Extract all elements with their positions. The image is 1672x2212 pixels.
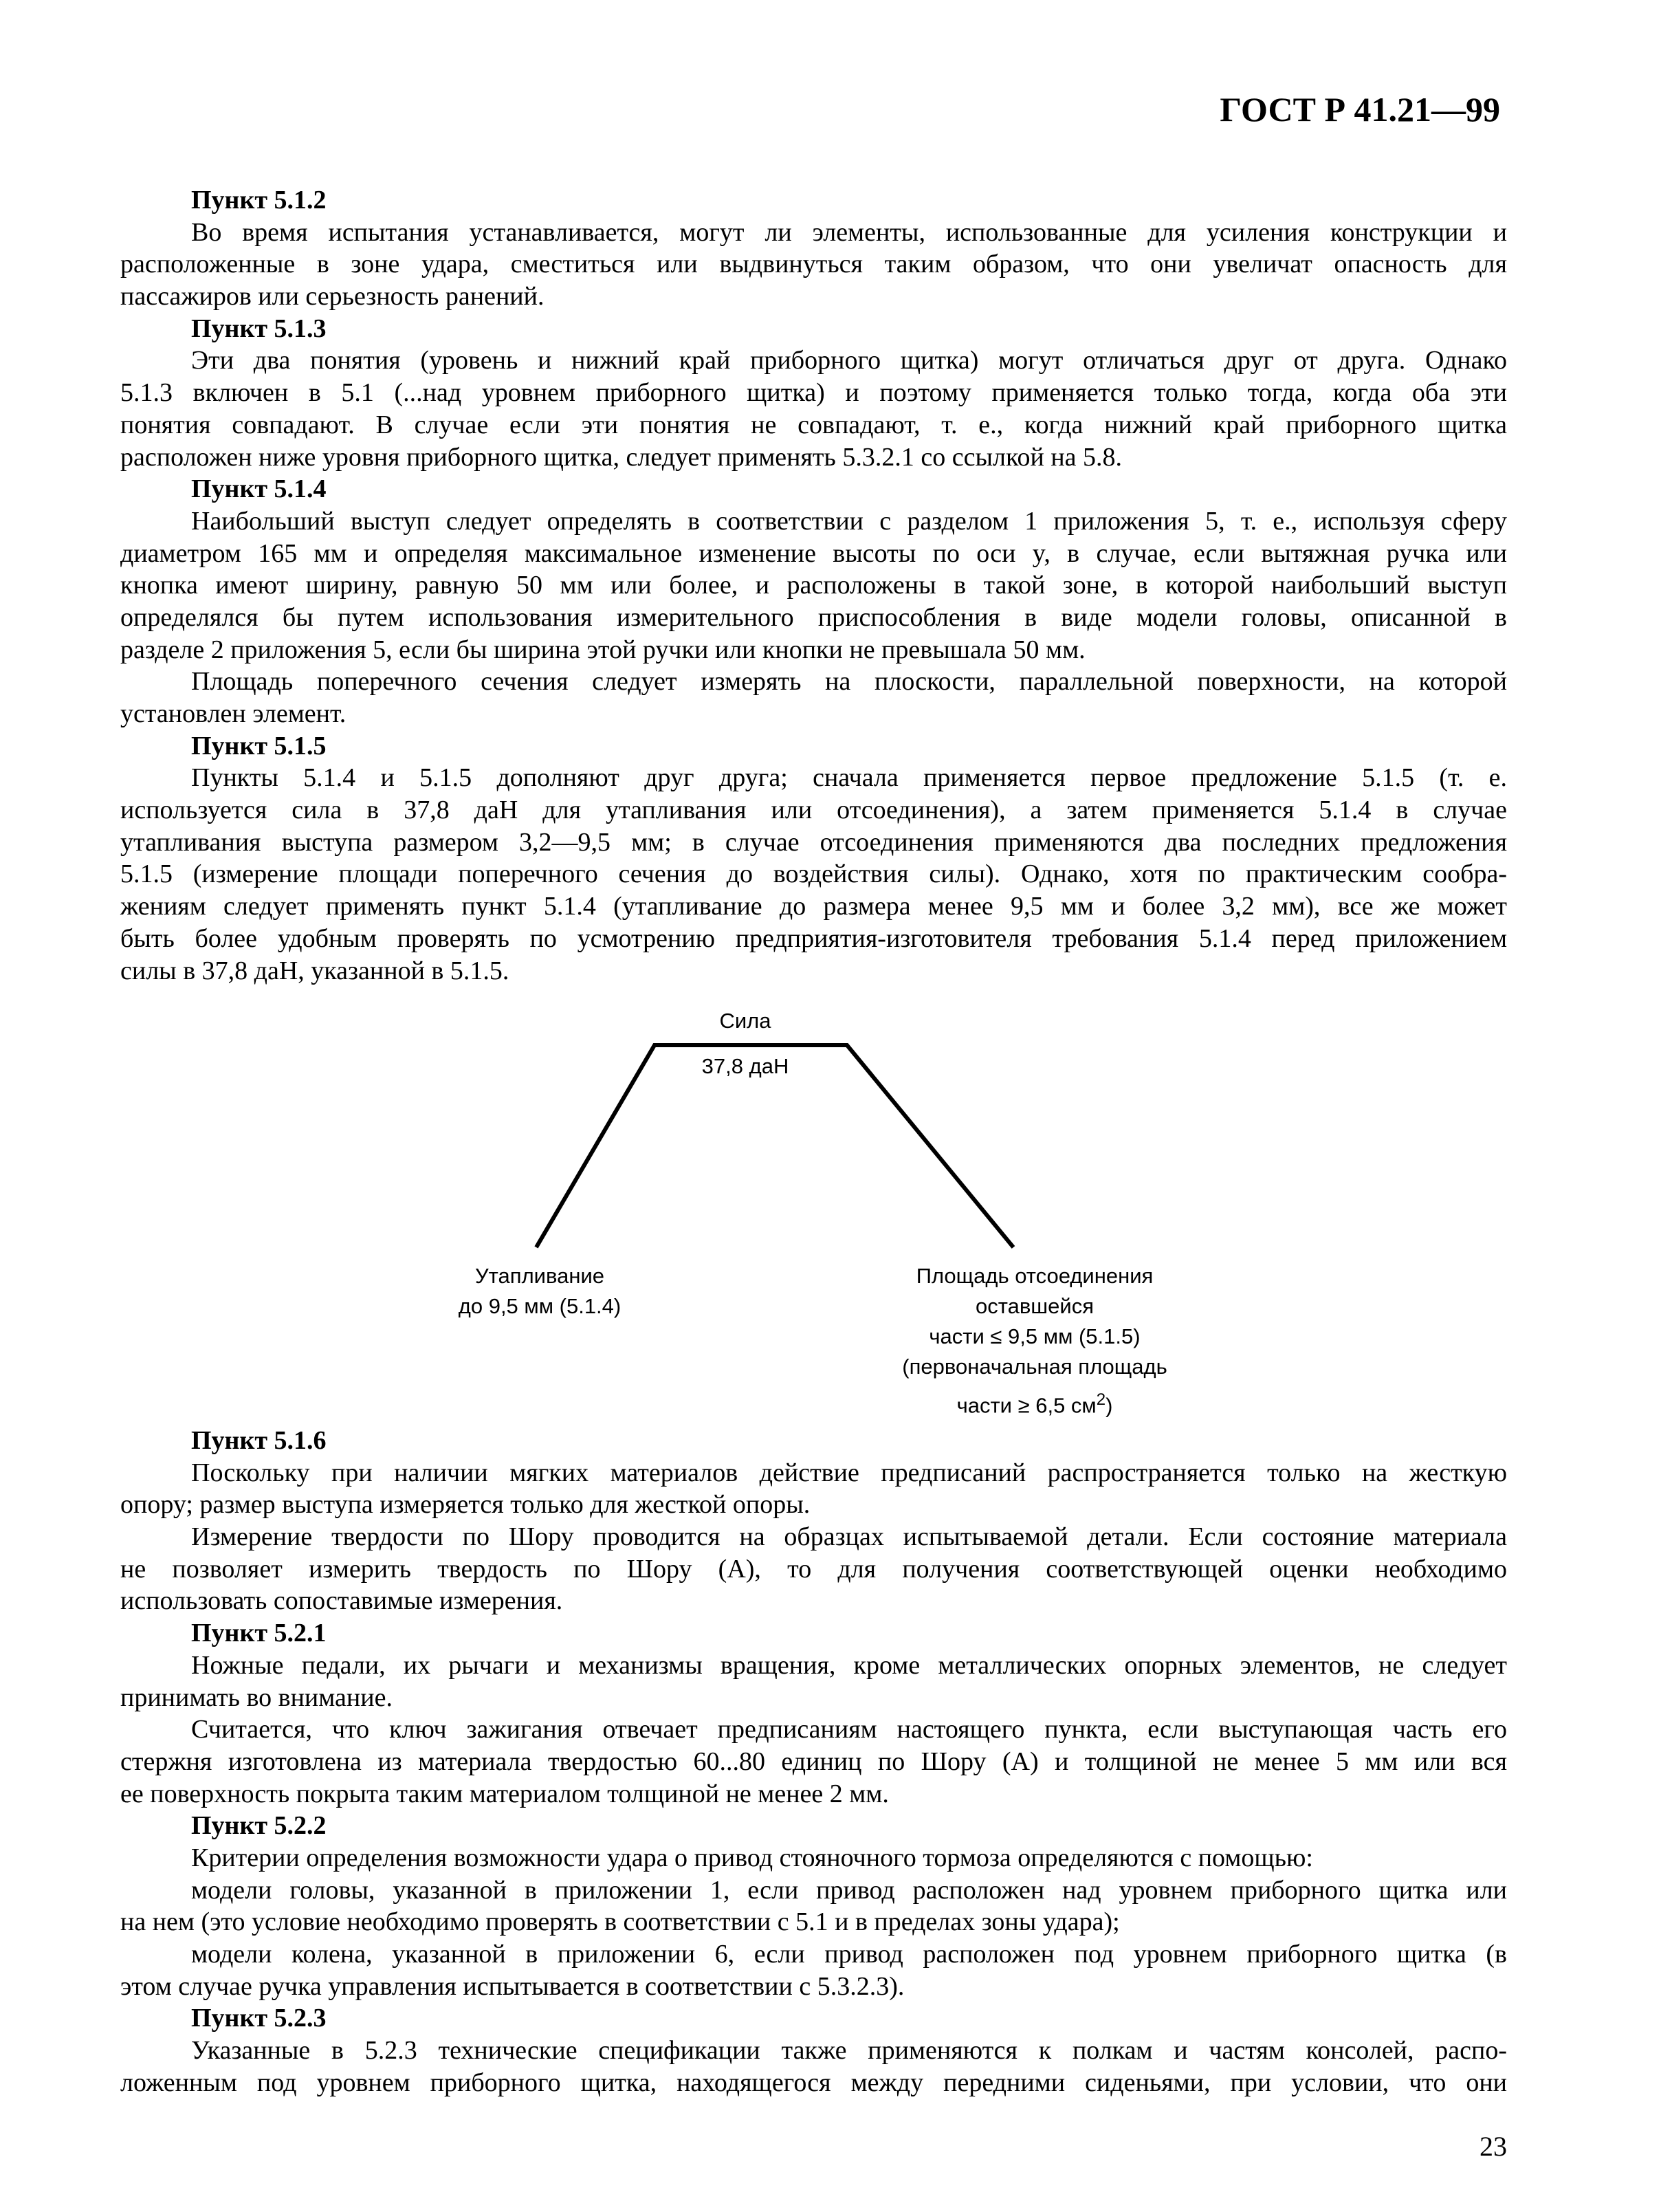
text-line: установлен элемент. [120,699,346,728]
text-section-bottom [120,1425,1507,2099]
text-line: Ножные педали, их рычаги и механизмы вращения, кроме металлических опорных элементов, не следует [191,1650,1507,1680]
text-line: понятия совпадают. В случае если эти понятия не совпадают, т. е., когда нижний край приборного щитка [120,410,1507,439]
left-label-line: до 9,5 мм (5.1.4) [458,1294,622,1318]
text-line: 5.1.3 включен в 5.1 (...над уровнем приборного щитка) и поэтому применяется только тогда, когда оба эти [120,378,1507,408]
section-heading: Пункт 5.1.6 [191,1426,327,1455]
text-section-top [120,184,1507,987]
paragraph [120,1842,1507,1874]
section-heading: Пункт 5.2.1 [191,1619,327,1648]
diagram-right-label [902,1261,1167,1421]
text-line: не позволяет измерить твердость по Шору (А), то для получения соответствующей оценки необходимо [120,1554,1507,1584]
paragraph [120,762,1507,987]
right-label-line: (первоначальная площадь [902,1355,1167,1379]
text-line: пассажиров или серьезность ранений. [120,282,544,311]
paragraph [120,1650,1507,1713]
text-line: ее поверхность покрыта таким материалом толщиной не менее 2 мм. [120,1779,889,1808]
text-line: Пункты 5.1.4 и 5.1.5 дополняют друг друга; сначала применяется первое предложение 5.1.5 (т. е. [191,763,1507,793]
section-heading: Пункт 5.1.5 [191,731,327,760]
text-line: Измерение твердости по Шору проводится на образцах испытываемой детали. Если состояние материала [191,1522,1507,1552]
text-line: используется сила в 37,8 даН для утапливания или отсоединения), а затем применяется 5.1.4 в случае [120,796,1507,825]
paragraph [120,666,1507,730]
document-code-header: ГОСТ Р 41.21—99 [1220,90,1500,129]
right-label-line: Площадь отсоединения [916,1264,1154,1288]
diagram-left-label [459,1261,621,1322]
section-heading: Пункт 5.2.3 [191,2004,327,2033]
text-line: ложенным под уровнем приборного щитка, находящегося между передними сиденьями, при условии, что они [120,2068,1507,2097]
text-line: разделе 2 приложения 5, если бы ширина этой ручки или кнопки не превышала 50 мм. [120,635,1086,664]
text-line: модели колена, указанной в приложении 6, если привод расположен под уровнем приборного щитка (в [191,1940,1507,1969]
text-line: Эти два понятия (уровень и нижний край приборного щитка) могут отличаться друг от друга. Однако [191,346,1507,375]
text-line: расположен ниже уровня приборного щитка, следует применять 5.3.2.1 со ссылкой на 5.8. [120,442,1123,472]
paragraph [120,2035,1507,2099]
text-line: Площадь поперечного сечения следует измерять на плоскости, параллельной поверхности, на которой [191,667,1507,697]
section-heading: Пункт 5.1.4 [191,474,327,504]
left-label-line: Утапливание [474,1264,605,1288]
right-label-line: части ≤ 9,5 мм (5.1.5) [929,1324,1141,1348]
text-line: модели головы, указанной в приложении 1, если привод расположен над уровнем приборного щитка или [191,1875,1507,1905]
text-line: определялся бы путем использования измерительного приспособления в виде модели головы, описанной в [120,602,1507,632]
paragraph [120,1521,1507,1617]
text-line: 5.1.5 (измерение площади поперечного сечения до воздействия силы). Однако, хотя по практическим сообра- [120,859,1507,889]
diagram-force-label: Сила [719,1009,771,1033]
area-text: части ≥ 6,5 см [956,1393,1097,1418]
text-line: Во время испытания устанавливается, могут ли элементы, использованные для усиления конструкции и [191,217,1507,247]
text-line: жениям следует применять пункт 5.1.4 (утапливание до размера менее 9,5 мм и более 3,2 мм), все же может [120,892,1507,921]
closing-paren: ) [1106,1393,1113,1418]
text-line: опору; размер выступа измеряется только для жесткой опоры. [120,1490,811,1520]
paragraph [120,1457,1507,1521]
diagram-force-value: 37,8 даН [701,1054,789,1078]
text-line: Критерии определения возможности удара о привод стояночного тормоза определяются с помощью: [191,1843,1313,1872]
text-line: использовать сопоставимые измерения. [120,1586,563,1616]
text-line: силы в 37,8 даН, указанной в 5.1.5. [120,956,509,985]
text-line: на нем (это условие необходимо проверять в соответствии с 5.1 и в пределах зоны удара); [120,1907,1120,1937]
paragraph [120,1938,1507,2002]
paragraph [120,505,1507,666]
text-line: диаметром 165 мм и определяя максимальное изменение высоты по оси y, в случае, если вытяжная ручка или [120,538,1507,568]
paragraph [120,1713,1507,1810]
paragraph [120,344,1507,473]
text-line: этом случае ручка управления испытывается в соответствии с 5.3.2.3). [120,1971,905,2001]
text-line: Наибольший выступ следует определять в соответствии с разделом 1 приложения 5, т. е., используя сферу [191,506,1507,536]
paragraph [120,217,1507,313]
text-line: Поскольку при наличии мягких материалов действие предписаний распространяется только на жесткую [191,1458,1507,1487]
page-number: 23 [1480,2131,1507,2162]
section-heading: Пункт 5.2.2 [191,1811,327,1841]
text-line: утапливания выступа размером 3,2—9,5 мм; в случае отсоединения применяются два последних предложения [120,827,1507,857]
text-line: быть более удобным проверять по усмотрению предприятия-изготовителя требования 5.1.4 перед приложением [120,923,1507,953]
right-label-line [902,1385,1167,1421]
text-line: принимать во внимание. [120,1683,393,1712]
right-label-line: оставшейся [975,1294,1094,1318]
paragraph [120,1874,1507,1938]
text-line: кнопка имеют ширину, равную 50 мм или более, и расположены в такой зоне, в которой наибольший выступ [120,571,1507,600]
text-line: расположенные в зоне удара, сместиться или выдвинуться таким образом, что они увеличат опасность для [120,250,1507,279]
text-line: Указанные в 5.2.3 технические спецификации также применяются к полкам и частям консолей, распо- [191,2036,1507,2066]
text-line: Считается, что ключ зажигания отвечает предписаниям настоящего пункта, если выступающая часть его [191,1715,1507,1744]
text-line: стержня изготовлена из материала твердостью 60...80 единиц по Шору (А) и толщиной не менее 5 мм или вся [120,1746,1507,1776]
superscript: 2 [1096,1390,1106,1409]
section-heading: Пункт 5.1.3 [191,314,327,343]
section-heading: Пункт 5.1.2 [191,186,327,215]
